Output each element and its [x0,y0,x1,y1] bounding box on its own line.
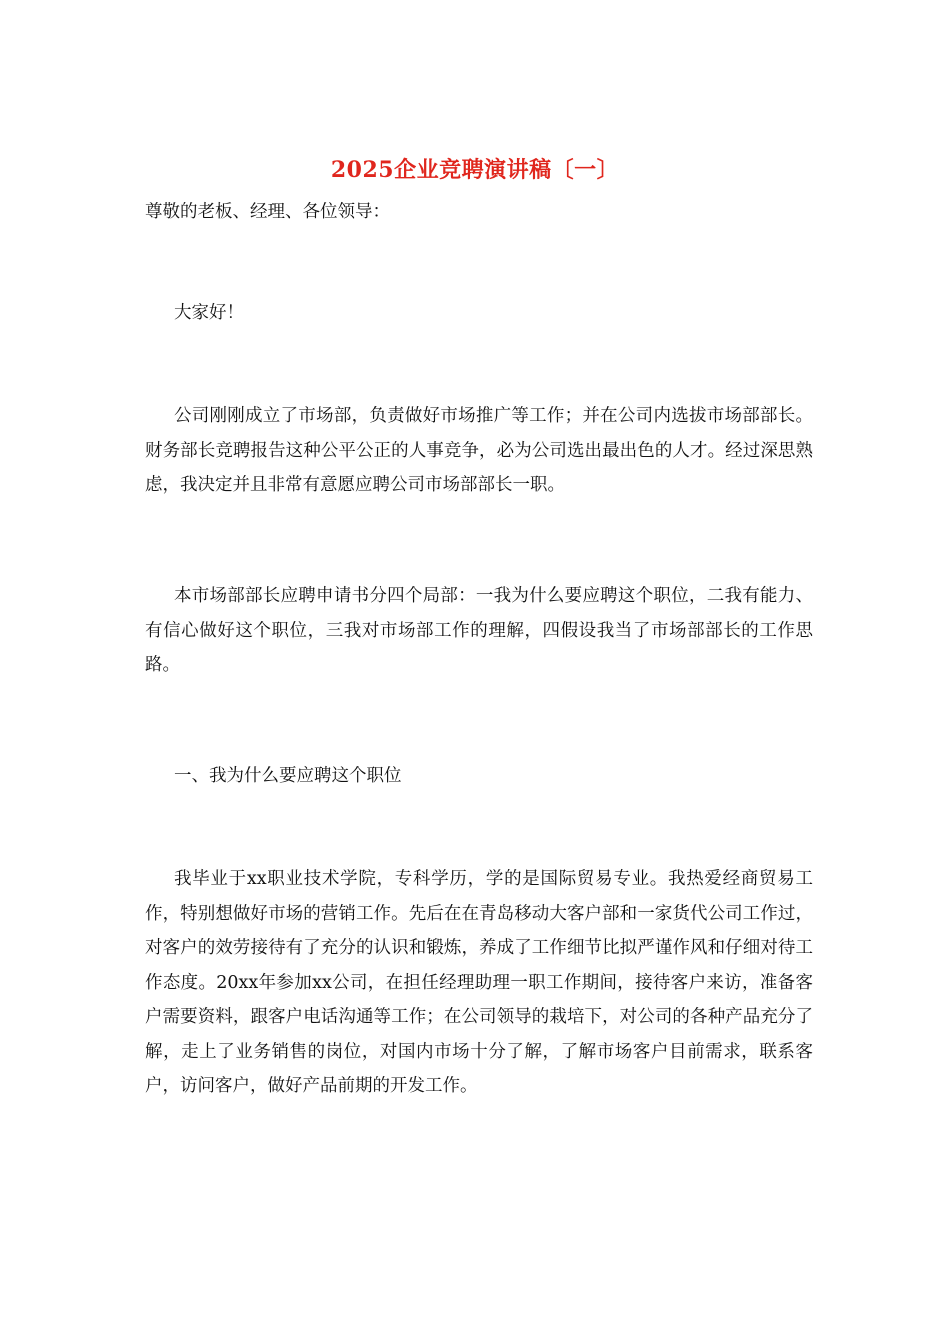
paragraph-background: 我毕业于xx职业技术学院，专科学历，学的是国际贸易专业。我热爱经商贸易工作，特别想做好市场的营销工作。先后在在青岛移动大客户部和一家货代公司工作过，对客户的效劳接待有了充分的认识和锻炼，养成了工作细节比拟严谨作风和仔细对待工作态度。20xx年参加xx公司，在担任经理助理一职工作期间，接待客户来访，准备客户需要资料，跟客户电话沟通等工作；在公司领导的栽培下，对公司的各种产品充分了解，走上了业务销售的岗位，对国内市场十分了解，了解市场客户目前需求，联系客户，访问客户，做好产品前期的开发工作。 [145,869,813,1096]
salutation: 尊敬的老板、经理、各位领导： [145,202,390,222]
section-heading-1: 一、我为什么要应聘这个职位 [174,766,402,786]
paragraph-greeting: 大家好！ [174,303,244,323]
document-title: 2025企业竞聘演讲稿〔一〕 [330,157,620,183]
paragraph-intro: 公司刚刚成立了市场部，负责做好市场推广等工作；并在公司内选拔市场部部长。财务部长竞聘报告这种公平公正的人事竞争，必为公司选出最出色的人才。经过深思熟虑，我决定并且非常有意愿应聘公司市场部部长一职。 [145,406,813,495]
paragraph-outline: 本市场部部长应聘申请书分四个局部：一我为什么要应聘这个职位，二我有能力、有信心做好这个职位，三我对市场部工作的理解，四假设我当了市场部部长的工作思路。 [145,586,813,675]
